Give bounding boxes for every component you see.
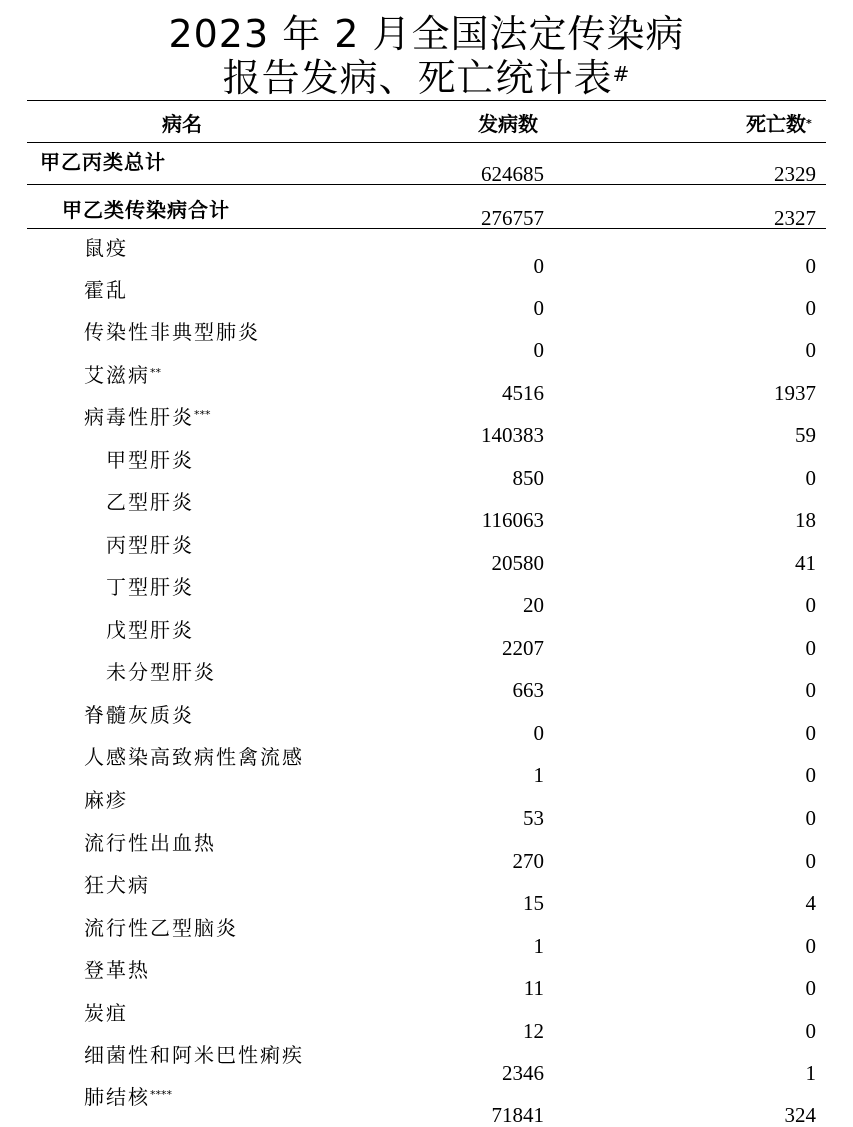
header-bottom-rule bbox=[27, 142, 826, 143]
cases-value: 1 bbox=[533, 763, 544, 787]
deaths-value: 0 bbox=[805, 806, 816, 830]
table-row bbox=[27, 788, 826, 830]
disease-name-text: 乙型肝炎 bbox=[106, 490, 194, 514]
page-subtitle bbox=[0, 56, 853, 100]
cases-value: 0 bbox=[533, 254, 544, 278]
cases-value: 53 bbox=[523, 806, 544, 830]
disease-name-text: 霍乱 bbox=[84, 278, 128, 302]
disease-name-text: 艾滋病 bbox=[84, 363, 150, 387]
cases-value: 2207 bbox=[502, 636, 544, 660]
disease-name-text: 甲乙丙类总计 bbox=[40, 150, 166, 174]
cases-value: 20580 bbox=[491, 551, 544, 575]
table-row bbox=[27, 150, 826, 192]
table-row bbox=[27, 660, 826, 702]
header-deaths bbox=[746, 112, 812, 136]
deaths-value: 0 bbox=[805, 296, 816, 320]
deaths-value: 0 bbox=[805, 849, 816, 873]
table-row bbox=[27, 405, 826, 447]
table-row bbox=[27, 448, 826, 490]
cases-value: 663 bbox=[512, 678, 544, 702]
disease-name-text: 鼠疫 bbox=[84, 236, 128, 260]
deaths-value: 41 bbox=[795, 551, 816, 575]
deaths-value: 2329 bbox=[774, 162, 816, 186]
table-row bbox=[27, 916, 826, 958]
disease-name-text: 细菌性和阿米巴性痢疾 bbox=[84, 1043, 304, 1067]
cases-value: 20 bbox=[523, 593, 544, 617]
table-row bbox=[27, 745, 826, 787]
disease-name-text: 脊髓灰质炎 bbox=[84, 703, 194, 727]
table-row bbox=[27, 363, 826, 405]
table-row bbox=[27, 618, 826, 660]
table-row bbox=[27, 703, 826, 745]
footnote-mark: **** bbox=[150, 1088, 172, 1101]
disease-name-text: 丙型肝炎 bbox=[106, 533, 194, 557]
page-title bbox=[0, 12, 853, 56]
table-row bbox=[27, 320, 826, 362]
table-row bbox=[27, 490, 826, 532]
cases-value: 850 bbox=[512, 466, 544, 490]
cases-value: 12 bbox=[523, 1019, 544, 1043]
table-top-rule bbox=[27, 100, 826, 101]
cases-value: 624685 bbox=[481, 162, 544, 186]
table-row bbox=[27, 1043, 826, 1085]
header-deaths-mark: * bbox=[806, 117, 812, 130]
disease-name-text: 丁型肝炎 bbox=[106, 575, 194, 599]
footnote-mark: ** bbox=[150, 366, 161, 379]
cases-value: 1 bbox=[533, 934, 544, 958]
deaths-value: 1 bbox=[805, 1061, 816, 1085]
cases-value: 71841 bbox=[491, 1103, 544, 1127]
table-row bbox=[27, 831, 826, 873]
title-line-2: 报告发病、死亡统计表 bbox=[222, 56, 613, 100]
cases-value: 140383 bbox=[481, 423, 544, 447]
disease-name-text: 流行性出血热 bbox=[84, 831, 216, 855]
deaths-value: 0 bbox=[805, 763, 816, 787]
disease-name-text: 病毒性肝炎 bbox=[84, 405, 194, 429]
deaths-value: 0 bbox=[805, 721, 816, 745]
cases-value: 276757 bbox=[481, 206, 544, 230]
header-deaths-label: 死亡数 bbox=[746, 112, 806, 136]
deaths-value: 0 bbox=[805, 636, 816, 660]
deaths-value: 2327 bbox=[774, 206, 816, 230]
disease-name-text: 戊型肝炎 bbox=[106, 618, 194, 642]
deaths-value: 0 bbox=[805, 254, 816, 278]
disease-name-text: 肺结核 bbox=[84, 1085, 150, 1109]
deaths-value: 324 bbox=[784, 1103, 816, 1127]
disease-name-text: 狂犬病 bbox=[84, 873, 150, 897]
disease-name-text: 登革热 bbox=[84, 958, 150, 982]
table-row bbox=[27, 575, 826, 617]
table-row bbox=[27, 198, 826, 240]
cases-value: 0 bbox=[533, 721, 544, 745]
deaths-value: 0 bbox=[805, 678, 816, 702]
deaths-value: 0 bbox=[805, 1019, 816, 1043]
disease-name-text: 麻疹 bbox=[84, 788, 128, 812]
table-row bbox=[27, 278, 826, 320]
deaths-value: 0 bbox=[805, 934, 816, 958]
deaths-value: 0 bbox=[805, 466, 816, 490]
footnote-mark: *** bbox=[194, 408, 211, 421]
cases-value: 15 bbox=[523, 891, 544, 915]
deaths-value: 4 bbox=[805, 891, 816, 915]
header-name: 病名 bbox=[162, 112, 202, 136]
header-cases: 发病数 bbox=[478, 112, 538, 136]
cases-value: 2346 bbox=[502, 1061, 544, 1085]
deaths-value: 59 bbox=[795, 423, 816, 447]
cases-value: 0 bbox=[533, 296, 544, 320]
deaths-value: 0 bbox=[805, 976, 816, 1000]
deaths-value: 18 bbox=[795, 508, 816, 532]
cases-value: 11 bbox=[523, 976, 544, 1000]
table-row bbox=[27, 1001, 826, 1043]
disease-name-text: 传染性非典型肺炎 bbox=[84, 320, 260, 344]
deaths-value: 0 bbox=[805, 593, 816, 617]
table-row bbox=[27, 1085, 826, 1127]
disease-name-text: 甲型肝炎 bbox=[106, 448, 194, 472]
deaths-value: 1937 bbox=[774, 381, 816, 405]
cases-value: 0 bbox=[533, 338, 544, 362]
table-row bbox=[27, 533, 826, 575]
table-row bbox=[27, 873, 826, 915]
disease-name-text: 未分型肝炎 bbox=[106, 660, 216, 684]
disease-name-text: 流行性乙型脑炎 bbox=[84, 916, 238, 940]
disease-name-text: 炭疽 bbox=[84, 1001, 128, 1025]
title-line-1: 2023 年 2 月全国法定传染病 bbox=[168, 12, 685, 56]
table-row bbox=[27, 958, 826, 1000]
disease-name-text: 人感染高致病性禽流感 bbox=[84, 745, 304, 769]
table-row bbox=[27, 236, 826, 278]
deaths-value: 0 bbox=[805, 338, 816, 362]
disease-name-text: 甲乙类传染病合计 bbox=[62, 198, 230, 222]
cases-value: 116063 bbox=[481, 508, 544, 532]
cases-value: 4516 bbox=[502, 381, 544, 405]
cases-value: 270 bbox=[512, 849, 544, 873]
title-footnote-mark: # bbox=[612, 62, 631, 86]
